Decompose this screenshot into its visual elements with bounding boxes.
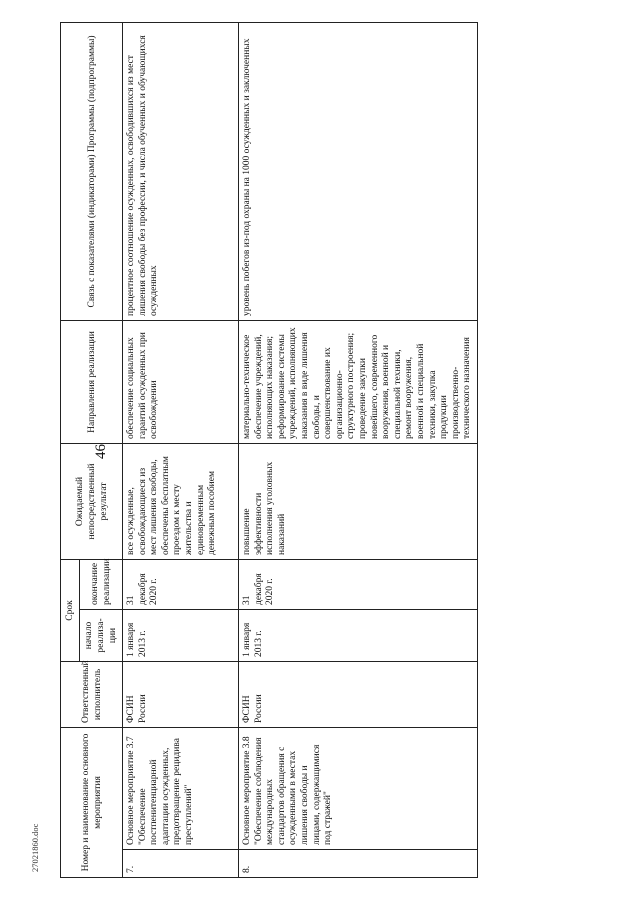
- document-footer: 27021860.doc: [30, 823, 40, 872]
- header-result: Ожидаемый непосредственный результат: [61, 443, 123, 559]
- row-result: повышение эффективности исполнения уголовных наказаний: [239, 443, 478, 559]
- table-row: [123, 22, 239, 877]
- rotated-table-container: [60, 23, 590, 878]
- row-start: 1 января 2013 г.: [123, 609, 239, 661]
- page-number: 46: [93, 444, 109, 459]
- row-result: все осужденные, освобождающиеся из мест лишения свободы, обеспечены бесплатным проездом к месту жительства и единовременным денежным пособием: [123, 443, 239, 559]
- row-directions: обеспечение социальных гарантий осужденных при освобождении: [123, 320, 239, 443]
- activities-table: [60, 22, 478, 878]
- header-end: окончание реализации: [80, 559, 123, 609]
- row-end: 31 декабря 2020 г.: [239, 559, 478, 609]
- row-name: Основное мероприятие 3.7 "Обеспечение постпенитенциарной адаптации осужденных, предотвращение рецидива преступлений": [123, 727, 239, 849]
- row-responsible: ФСИН России: [239, 661, 478, 727]
- row-number: 8.: [239, 850, 478, 878]
- row-responsible: ФСИН России: [123, 661, 239, 727]
- header-link: Связь с показателями (индикаторами) Программы (подпрограммы): [61, 22, 123, 320]
- header-responsible: Ответственный исполнитель: [61, 661, 123, 727]
- header-row: [61, 22, 80, 877]
- row-link: процентное соотношение осужденных, освободившихся из мест лишения свободы без профессии, и числа обученных и обучающихся осужденных: [123, 22, 239, 320]
- header-term: Срок: [61, 559, 80, 661]
- header-name: Номер и наименование основного мероприятия: [61, 727, 123, 877]
- table-row: [239, 22, 478, 877]
- row-number: 7.: [123, 850, 239, 878]
- row-link: уровень побегов из-под охраны на 1000 осужденных и заключенных: [239, 22, 478, 320]
- row-end: 31 декабря 2020 г.: [123, 559, 239, 609]
- row-directions: материально-техническое обеспечение учреждений, исполняющих наказания; реформирование системы учреждений, исполняющих наказания в виде лишения свободы, и совершенствование их организационно-структурного построения; проведение закупки новейшего, современного вооружения, военной и специальной техники, ремонт вооружения, военной и специальной техники, закупка продукции производственно-технического назначения: [239, 320, 478, 443]
- header-start: начало реализа-ции: [80, 609, 123, 661]
- row-start: 1 января 2013 г.: [239, 609, 478, 661]
- row-name: Основное мероприятие 3.8 "Обеспечение соблюдения международных стандартов обращения с осужденными в местах лишения свободы и лицами, содержащимися под стражей": [239, 727, 478, 849]
- header-directions: Направления реализации: [61, 320, 123, 443]
